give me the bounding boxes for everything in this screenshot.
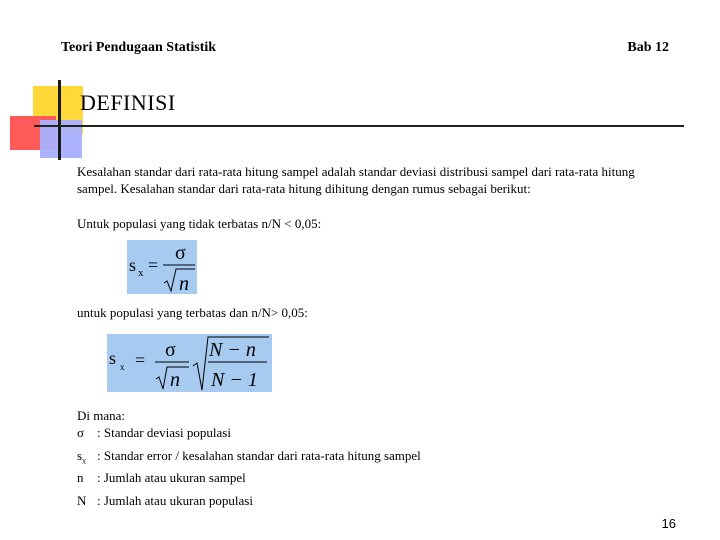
formula-finite [107, 334, 272, 392]
definition-row [77, 469, 421, 492]
formula-denominator: n [179, 273, 189, 294]
formula-lhs: s [109, 348, 117, 368]
formula-lhs: s [129, 255, 137, 275]
definition-row [77, 447, 421, 470]
finite-population-label: untuk populasi yang terbatas dan n/N> 0,05: [77, 305, 308, 320]
formula-denominator: n [170, 369, 180, 391]
definition-desc: : Standar deviasi populasi [97, 425, 231, 440]
definition-paragraph: Kesalahan standar dari rata-rata hitung sampel adalah standar deviasi distribusi sampel dari rata-rata hitung sampel. Kesalahan standar dari rata-rata hitung dihitung dengan rumus sebagai berikut: [77, 164, 635, 196]
definitions-heading: Di mana: [77, 408, 126, 423]
deco-vertical-line [58, 80, 61, 160]
definition-symbol: n [77, 470, 84, 486]
definition-symbol: σ [77, 425, 85, 440]
definition-desc: : Standar error / kesalahan standar dari rata-rata hitung sampel [97, 447, 421, 463]
formula-sub: x [138, 267, 144, 279]
deco-horizontal-line [34, 125, 684, 127]
definition-row [77, 424, 421, 447]
formula-infinite [127, 240, 197, 294]
slide-title: DEFINISI [80, 90, 176, 115]
definition-desc: : Jumlah atau ukuran sampel [97, 470, 246, 486]
definition-desc: : Jumlah atau ukuran populasi [97, 492, 253, 508]
formula-equals: = [135, 350, 146, 370]
infinite-population-label: Untuk populasi yang tidak terbatas n/N < 0,05: [77, 216, 322, 231]
definition-symbol: $s_x$ [77, 447, 87, 466]
header-left-title: Teori Pendugaan Statistik [61, 40, 217, 55]
formula-numerator: σ [165, 339, 176, 361]
formula-sub: x [120, 362, 125, 372]
header-chapter: Bab 12 [627, 40, 669, 55]
formula-infinite-box [127, 240, 197, 294]
page-number: 16 [661, 516, 676, 531]
formula-right-denominator: N − 1 [211, 369, 258, 391]
definition-row [77, 492, 421, 515]
formula-right-numerator: N − n [209, 339, 256, 361]
definition-symbol: N [77, 492, 87, 508]
definitions-list [77, 407, 421, 514]
formula-equals: = [148, 255, 159, 275]
formula-finite-box [107, 334, 272, 392]
formula-numerator: σ [175, 242, 186, 264]
